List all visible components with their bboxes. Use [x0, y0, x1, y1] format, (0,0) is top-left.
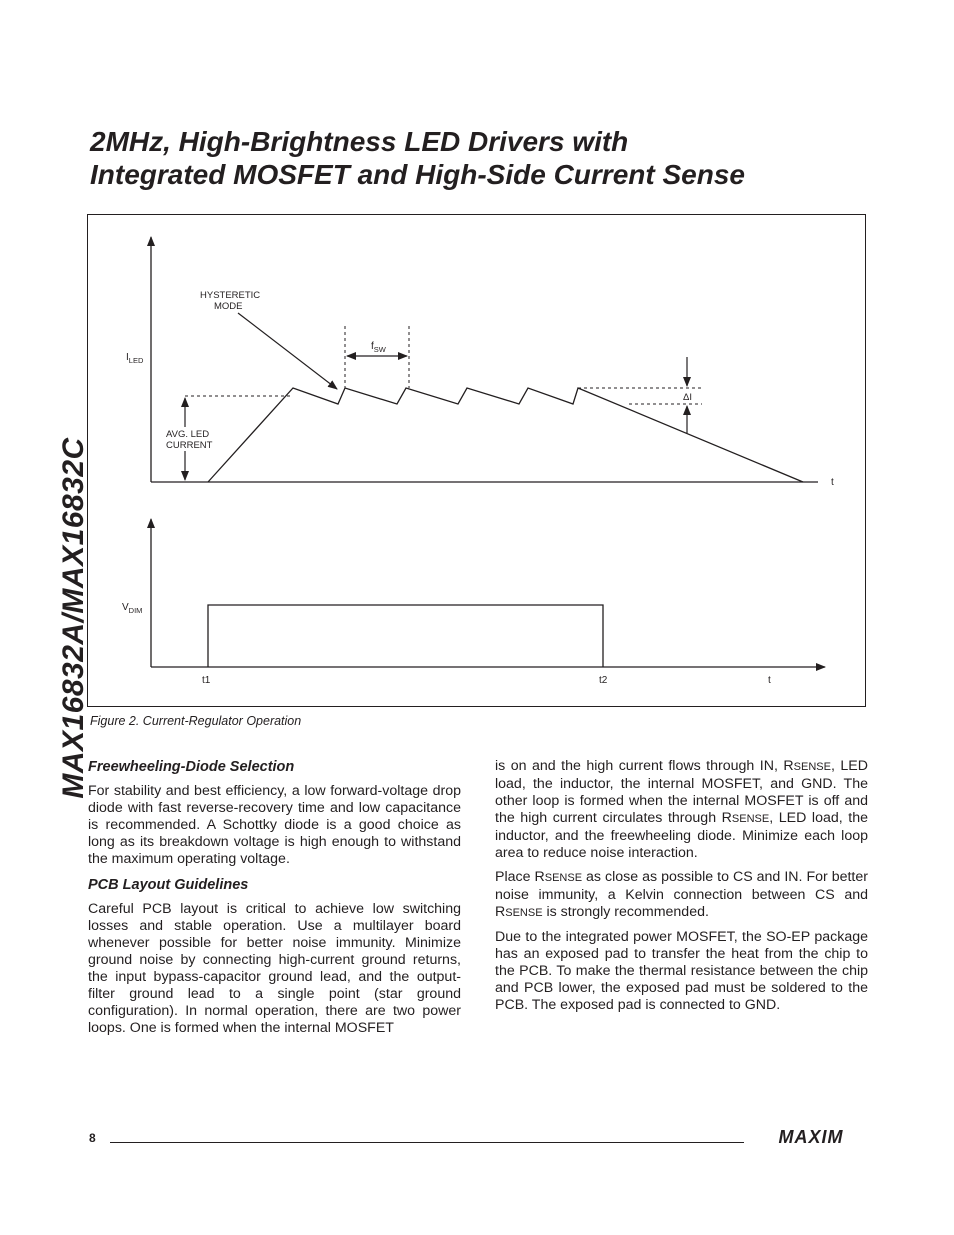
title-line-2: Integrated MOSFET and High-Side Current Sense — [90, 159, 745, 190]
timing-diagram — [88, 215, 867, 708]
title-line-1: 2MHz, High-Brightness LED Drivers with — [90, 126, 629, 157]
svg-text:MAXIM: MAXIM — [778, 1127, 844, 1147]
heading-pcb: PCB Layout Guidelines — [88, 877, 249, 893]
footer-rule — [110, 1142, 744, 1143]
vdim-pulse — [208, 605, 603, 667]
led-current-waveform — [208, 388, 803, 482]
t2-label: t2 — [599, 675, 608, 686]
avg-current-label-1: AVG. LED — [166, 429, 210, 440]
page-title — [90, 125, 910, 191]
para-power-loops: is on and the high current flows through IN, RSENSE, LED load, the inductor, the internal MOSFET, and GND. The other loop is formed when the internal MOSFET is off and the high current circulates through RSENSE, LED load, the inductor, and the freewheeling diode. Minimize each loop area to reduce noise interaction. — [495, 758, 869, 861]
vdim-label: $V_{DIM}$ — [122, 602, 143, 615]
left-column — [88, 758, 461, 1044]
top-t-label: t — [831, 477, 834, 488]
right-column — [495, 758, 868, 1021]
para-pcb: Careful PCB layout is critical to achieve low switching losses and stable operation. Use a multilayer board whenever possible for better noise immunity. Minimize ground noise by connecting high-current ground returns, the input bypass-capacitor ground lead, and the output-filter ground lead to a single point (star ground configuration). In normal operation, there are two power loops. One is formed when the internal MOSFET — [88, 901, 461, 1036]
para-exposed-pad: Due to the integrated power MOSFET, the SO-EP package has an exposed pad to transfer the heat from the chip to the PCB. To make the thermal resistance between the chip and PCB lower, the exposed pad must be soldered to the PCB. The exposed pad is connected to GND. — [495, 929, 868, 1013]
t1-label: t1 — [202, 675, 211, 686]
delta-i-label: ΔI — [683, 392, 692, 403]
page-number: 8 — [89, 1131, 96, 1145]
i-led-label: $I_{LED}$ — [126, 352, 144, 365]
para-freewheeling: For stability and best efficiency, a low forward-voltage drop diode with fast reverse-recovery time and low capacitance is recommended. A Schottky diode is a good choice as long as its breakdown voltage is high enough to withstand the maximum operating voltage. — [88, 783, 461, 867]
hysteretic-label-1: HYSTERETIC — [200, 290, 261, 301]
side-title: MAX16832A/MAX16832C — [57, 437, 90, 799]
heading-freewheeling: Freewheeling-Diode Selection — [88, 759, 295, 775]
hysteretic-pointer — [238, 313, 337, 389]
hysteretic-label-2: MODE — [214, 301, 243, 312]
fsw-label: $f_{SW}$ — [371, 341, 386, 354]
figure-caption: Figure 2. Current-Regulator Operation — [90, 714, 302, 728]
para-rsense-placement: Place RSENSE as close as possible to CS and IN. For better noise immunity, a Kelvin connection between CS and RSENSE is strongly recommended. — [495, 869, 868, 920]
figure-current-regulator — [87, 214, 866, 707]
bottom-t-label: t — [768, 675, 771, 686]
maxim-logo — [755, 1127, 867, 1147]
avg-current-label-2: CURRENT — [166, 440, 213, 451]
